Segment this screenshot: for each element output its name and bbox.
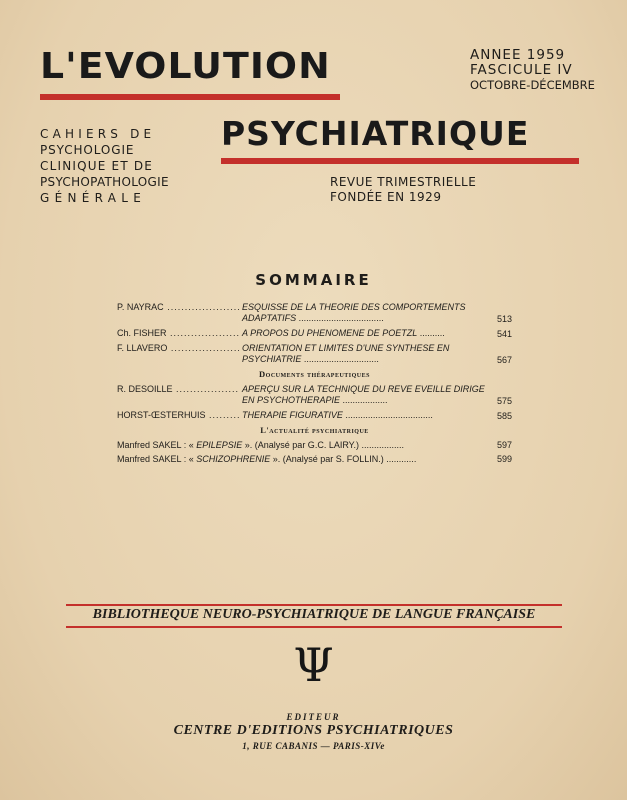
toc-entry: R. DESOILLE ..... APERÇU SUR LA TECHNIQUE DU REVE EVEILLE DIRIGE EN PSYCHOTHERAPIE .................. 575 [117, 384, 512, 406]
toc-author: R. DESOILLE ..... [117, 384, 239, 394]
revue-frequency: REVUE TRIMESTRIELLE [330, 175, 477, 189]
toc-suffix: ». (Analysé par G.C. LAIRY.) ................. [244, 440, 405, 450]
subtitle-line: PSYCHOLOGIE [40, 143, 135, 157]
toc-page: 599 [496, 454, 512, 464]
publisher-block [0, 712, 627, 751]
toc-entry: HORST-ŒSTERHUIS ..... THERAPIE FIGURATIVE ................................... 585 [117, 410, 512, 421]
toc-title: APERÇU SUR LA TECHNIQUE DU REVE EVEILLE DIRIGE EN PSYCHOTHERAPIE [242, 384, 485, 405]
toc-page: 567 [496, 355, 512, 365]
toc-entry [117, 454, 512, 468]
toc-work: EPILEPSIE [196, 440, 243, 450]
issue-year: ANNEE 1959 [470, 47, 566, 63]
toc-page: 585 [496, 411, 512, 421]
toc-title: A PROPOS DU PHENOMENE DE POETZL [242, 328, 418, 338]
toc-entry [117, 440, 512, 454]
subtitle-line: GÉNÉRALE [40, 191, 147, 205]
subtitle-line: PSYCHOPATHOLOGIE [40, 175, 169, 189]
toc-page: 597 [496, 440, 512, 450]
journal-subtitle [40, 126, 169, 206]
publisher-name: CENTRE D'EDITIONS PSYCHIATRIQUES [173, 723, 454, 738]
journal-title-line2: PSYCHIATRIQUE [221, 114, 530, 153]
toc-title: THERAPIE FIGURATIVE [242, 410, 343, 420]
toc-entry: Ch. FISHER ..... A PROPOS DU PHENOMENE DE POETZL .......... 541 [117, 328, 512, 339]
toc-page: 575 [496, 396, 512, 406]
toc-author: F. LLAVERO ..... [117, 343, 239, 353]
publisher-address: 1, RUE CABANIS — PARIS-XIVe [242, 741, 385, 751]
revue-founded: FONDÉE EN 1929 [330, 190, 442, 204]
title-underline-red [221, 158, 579, 164]
toc-entry: F. LLAVERO ..... ORIENTATION ET LIMITES D'UNE SYNTHESE EN PSYCHIATRIE .............................. 567 [117, 343, 512, 365]
toc-author: HORST-ŒSTERHUIS ..... [117, 410, 239, 420]
toc-page: 541 [496, 329, 512, 339]
subtitle-line: CLINIQUE ET DE [40, 159, 154, 173]
toc-page: 513 [496, 314, 512, 324]
toc-suffix: ». (Analysé par S. FOLLIN.) ............ [272, 454, 417, 464]
title-underline-red [40, 94, 340, 100]
toc-author: Ch. FISHER ..... [117, 328, 239, 338]
table-of-contents [117, 302, 512, 468]
biblio-banner: BIBLIOTHEQUE NEURO-PSYCHIATRIQUE DE LANGUE FRANÇAISE [92, 607, 536, 622]
sommaire-heading: SOMMAIRE [255, 271, 372, 289]
issue-info [470, 48, 595, 93]
section-heading: Documents thérapeutiques [259, 369, 370, 379]
section-heading: L'actualité psychiatrique [260, 425, 369, 435]
psi-logo-icon: Ψ [293, 638, 334, 692]
publisher-label: EDITEUR [286, 712, 341, 722]
biblio-rule-top [66, 604, 562, 606]
toc-work: SCHIZOPHRENIE [196, 454, 271, 464]
toc-prefix: Manfred SAKEL : « [117, 440, 194, 450]
toc-title: ESQUISSE DE LA THEORIE DES COMPORTEMENTS ADAPTATIFS [242, 302, 466, 323]
issue-months: OCTOBRE-DÉCEMBRE [470, 78, 595, 92]
toc-author: P. NAYRAC ..... [117, 302, 239, 312]
revue-info [330, 175, 476, 205]
journal-title-line1: L'EVOLUTION [40, 46, 331, 87]
biblio-rule-bottom [66, 626, 562, 628]
toc-prefix: Manfred SAKEL : « [117, 454, 194, 464]
toc-entry: P. NAYRAC ..... ESQUISSE DE LA THEORIE DES COMPORTEMENTS ADAPTATIFS .................................. 513 [117, 302, 512, 324]
toc-title: ORIENTATION ET LIMITES D'UNE SYNTHESE EN PSYCHIATRIE [242, 343, 450, 364]
subtitle-line: CAHIERS DE [40, 127, 156, 141]
issue-fascicule: FASCICULE IV [470, 62, 573, 78]
